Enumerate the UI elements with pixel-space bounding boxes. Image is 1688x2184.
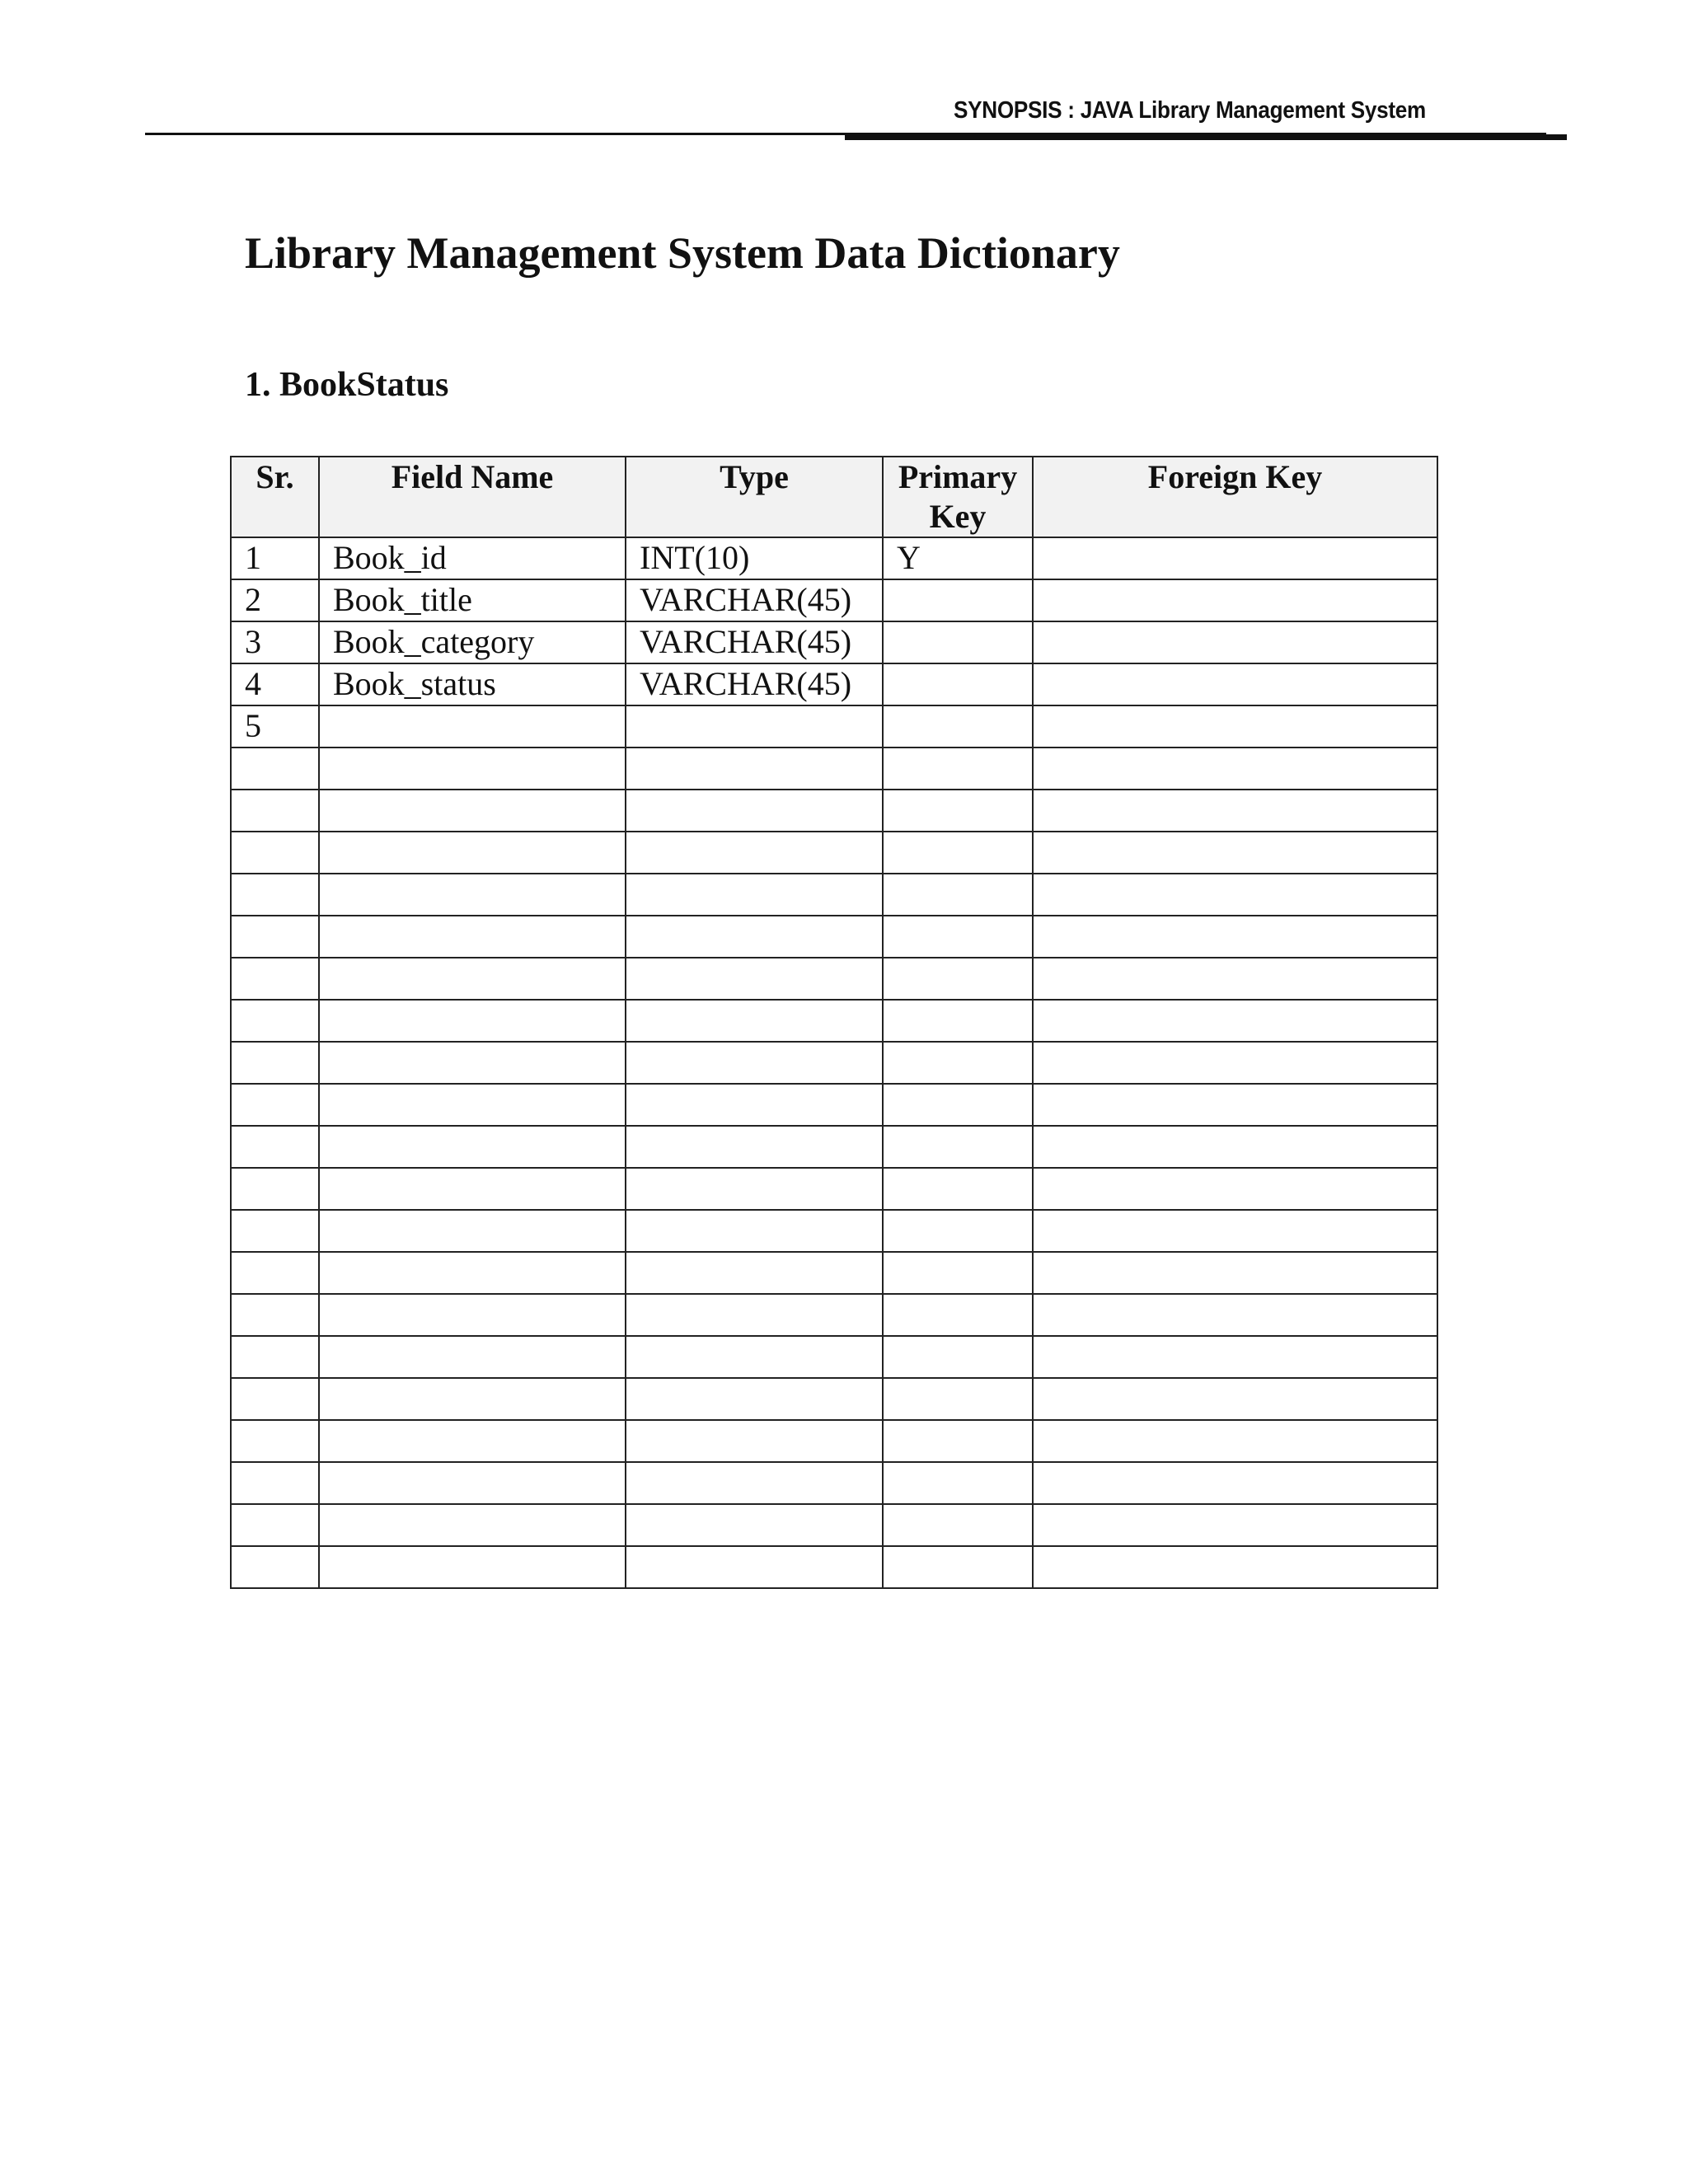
cell-foreign-key bbox=[1033, 874, 1437, 916]
table-row bbox=[231, 1462, 1437, 1504]
header-rule-thick bbox=[845, 134, 1567, 140]
cell-sr bbox=[231, 1000, 319, 1042]
cell-primary-key bbox=[883, 958, 1033, 1000]
table-row bbox=[231, 1546, 1437, 1588]
cell-sr bbox=[231, 1462, 319, 1504]
data-dictionary-table bbox=[230, 456, 1438, 1589]
cell-field-name bbox=[319, 1504, 626, 1546]
cell-sr bbox=[231, 748, 319, 790]
table-row bbox=[231, 1126, 1437, 1168]
cell-foreign-key bbox=[1033, 1294, 1437, 1336]
cell-sr bbox=[231, 1210, 319, 1252]
cell-foreign-key bbox=[1033, 1210, 1437, 1252]
table-row bbox=[231, 832, 1437, 874]
cell-foreign-key bbox=[1033, 832, 1437, 874]
cell-field-name bbox=[319, 1126, 626, 1168]
cell-type bbox=[626, 1336, 883, 1378]
cell-foreign-key bbox=[1033, 1462, 1437, 1504]
table-row bbox=[231, 1378, 1437, 1420]
cell-foreign-key bbox=[1033, 1546, 1437, 1588]
cell-field-name bbox=[319, 958, 626, 1000]
cell-sr bbox=[231, 874, 319, 916]
cell-type bbox=[626, 1546, 883, 1588]
cell-primary-key bbox=[883, 832, 1033, 874]
cell-type: VARCHAR(45) bbox=[626, 621, 883, 663]
table-row bbox=[231, 1042, 1437, 1084]
table-row bbox=[231, 663, 1437, 705]
cell-foreign-key bbox=[1033, 916, 1437, 958]
cell-type bbox=[626, 1504, 883, 1546]
cell-field-name: Book_category bbox=[319, 621, 626, 663]
cell-type bbox=[626, 790, 883, 832]
cell-primary-key bbox=[883, 1546, 1033, 1588]
table-row bbox=[231, 1084, 1437, 1126]
cell-primary-key bbox=[883, 748, 1033, 790]
cell-foreign-key bbox=[1033, 663, 1437, 705]
cell-type bbox=[626, 874, 883, 916]
cell-type: VARCHAR(45) bbox=[626, 579, 883, 621]
cell-foreign-key bbox=[1033, 1000, 1437, 1042]
table-row bbox=[231, 579, 1437, 621]
table-row bbox=[231, 874, 1437, 916]
cell-sr bbox=[231, 1504, 319, 1546]
cell-sr: 1 bbox=[231, 537, 319, 579]
column-header-field-name: Field Name bbox=[319, 457, 626, 537]
cell-primary-key bbox=[883, 1336, 1033, 1378]
cell-primary-key bbox=[883, 916, 1033, 958]
table-header-row bbox=[231, 457, 1437, 537]
cell-field-name: Book_title bbox=[319, 579, 626, 621]
cell-primary-key bbox=[883, 663, 1033, 705]
cell-primary-key bbox=[883, 790, 1033, 832]
cell-foreign-key bbox=[1033, 1126, 1437, 1168]
table-row bbox=[231, 1000, 1437, 1042]
running-header: SYNOPSIS : JAVA Library Management System bbox=[954, 97, 1426, 124]
cell-field-name bbox=[319, 1420, 626, 1462]
cell-field-name bbox=[319, 1042, 626, 1084]
cell-primary-key bbox=[883, 621, 1033, 663]
table-row bbox=[231, 1210, 1437, 1252]
cell-type bbox=[626, 1042, 883, 1084]
column-header-sr: Sr. bbox=[231, 457, 319, 537]
table-row bbox=[231, 790, 1437, 832]
cell-field-name bbox=[319, 705, 626, 748]
table-row bbox=[231, 1504, 1437, 1546]
cell-foreign-key bbox=[1033, 1252, 1437, 1294]
cell-type bbox=[626, 748, 883, 790]
cell-field-name bbox=[319, 790, 626, 832]
cell-type bbox=[626, 1126, 883, 1168]
cell-type bbox=[626, 1378, 883, 1420]
cell-type bbox=[626, 1084, 883, 1126]
column-header-primary-key: Primary Key bbox=[883, 457, 1033, 537]
cell-foreign-key bbox=[1033, 1378, 1437, 1420]
cell-primary-key bbox=[883, 1252, 1033, 1294]
cell-field-name bbox=[319, 1000, 626, 1042]
cell-sr bbox=[231, 790, 319, 832]
cell-field-name bbox=[319, 1336, 626, 1378]
cell-foreign-key bbox=[1033, 1168, 1437, 1210]
cell-sr: 2 bbox=[231, 579, 319, 621]
cell-field-name: Book_id bbox=[319, 537, 626, 579]
cell-primary-key bbox=[883, 579, 1033, 621]
cell-primary-key bbox=[883, 1042, 1033, 1084]
cell-sr: 5 bbox=[231, 705, 319, 748]
cell-field-name bbox=[319, 1462, 626, 1504]
cell-foreign-key bbox=[1033, 748, 1437, 790]
cell-sr bbox=[231, 1336, 319, 1378]
cell-primary-key: Y bbox=[883, 537, 1033, 579]
cell-foreign-key bbox=[1033, 1084, 1437, 1126]
cell-sr bbox=[231, 1420, 319, 1462]
cell-sr bbox=[231, 1546, 319, 1588]
cell-foreign-key bbox=[1033, 1420, 1437, 1462]
cell-field-name bbox=[319, 748, 626, 790]
cell-foreign-key bbox=[1033, 1042, 1437, 1084]
cell-primary-key bbox=[883, 1294, 1033, 1336]
cell-field-name bbox=[319, 832, 626, 874]
table-row bbox=[231, 1168, 1437, 1210]
cell-type bbox=[626, 958, 883, 1000]
cell-sr: 3 bbox=[231, 621, 319, 663]
cell-sr bbox=[231, 1084, 319, 1126]
cell-field-name bbox=[319, 1294, 626, 1336]
column-header-type: Type bbox=[626, 457, 883, 537]
table-row bbox=[231, 537, 1437, 579]
cell-primary-key bbox=[883, 705, 1033, 748]
cell-sr bbox=[231, 1378, 319, 1420]
cell-type bbox=[626, 1294, 883, 1336]
table-row bbox=[231, 1420, 1437, 1462]
section-heading: 1. BookStatus bbox=[245, 366, 449, 404]
cell-type bbox=[626, 916, 883, 958]
cell-sr bbox=[231, 832, 319, 874]
cell-sr: 4 bbox=[231, 663, 319, 705]
table-row bbox=[231, 1336, 1437, 1378]
cell-type bbox=[626, 1210, 883, 1252]
cell-type bbox=[626, 1252, 883, 1294]
cell-sr bbox=[231, 1168, 319, 1210]
cell-sr bbox=[231, 1294, 319, 1336]
cell-type: VARCHAR(45) bbox=[626, 663, 883, 705]
cell-field-name bbox=[319, 1378, 626, 1420]
cell-field-name bbox=[319, 874, 626, 916]
cell-primary-key bbox=[883, 1084, 1033, 1126]
cell-foreign-key bbox=[1033, 705, 1437, 748]
table-row bbox=[231, 1294, 1437, 1336]
cell-primary-key bbox=[883, 1462, 1033, 1504]
cell-field-name bbox=[319, 1546, 626, 1588]
cell-type bbox=[626, 1168, 883, 1210]
cell-primary-key bbox=[883, 1504, 1033, 1546]
cell-type bbox=[626, 1000, 883, 1042]
cell-primary-key bbox=[883, 1000, 1033, 1042]
cell-field-name bbox=[319, 1168, 626, 1210]
cell-sr bbox=[231, 958, 319, 1000]
table-row bbox=[231, 705, 1437, 748]
cell-sr bbox=[231, 1252, 319, 1294]
table-row bbox=[231, 916, 1437, 958]
cell-foreign-key bbox=[1033, 537, 1437, 579]
cell-foreign-key bbox=[1033, 1504, 1437, 1546]
page-title: Library Management System Data Dictionary bbox=[245, 228, 1120, 278]
cell-sr bbox=[231, 916, 319, 958]
cell-type bbox=[626, 1462, 883, 1504]
cell-foreign-key bbox=[1033, 1336, 1437, 1378]
cell-foreign-key bbox=[1033, 579, 1437, 621]
cell-field-name bbox=[319, 916, 626, 958]
cell-field-name bbox=[319, 1252, 626, 1294]
table-row bbox=[231, 621, 1437, 663]
cell-primary-key bbox=[883, 1168, 1033, 1210]
cell-field-name: Book_status bbox=[319, 663, 626, 705]
cell-field-name bbox=[319, 1084, 626, 1126]
cell-sr bbox=[231, 1042, 319, 1084]
cell-type bbox=[626, 1420, 883, 1462]
cell-foreign-key bbox=[1033, 621, 1437, 663]
cell-type bbox=[626, 832, 883, 874]
cell-primary-key bbox=[883, 1378, 1033, 1420]
cell-type bbox=[626, 705, 883, 748]
table-row bbox=[231, 958, 1437, 1000]
cell-field-name bbox=[319, 1210, 626, 1252]
cell-foreign-key bbox=[1033, 958, 1437, 1000]
cell-sr bbox=[231, 1126, 319, 1168]
cell-type: INT(10) bbox=[626, 537, 883, 579]
cell-primary-key bbox=[883, 1420, 1033, 1462]
cell-primary-key bbox=[883, 874, 1033, 916]
table-row bbox=[231, 1252, 1437, 1294]
table-body bbox=[231, 537, 1437, 1588]
table-row bbox=[231, 748, 1437, 790]
cell-primary-key bbox=[883, 1210, 1033, 1252]
cell-primary-key bbox=[883, 1126, 1033, 1168]
column-header-foreign-key: Foreign Key bbox=[1033, 457, 1437, 537]
cell-foreign-key bbox=[1033, 790, 1437, 832]
